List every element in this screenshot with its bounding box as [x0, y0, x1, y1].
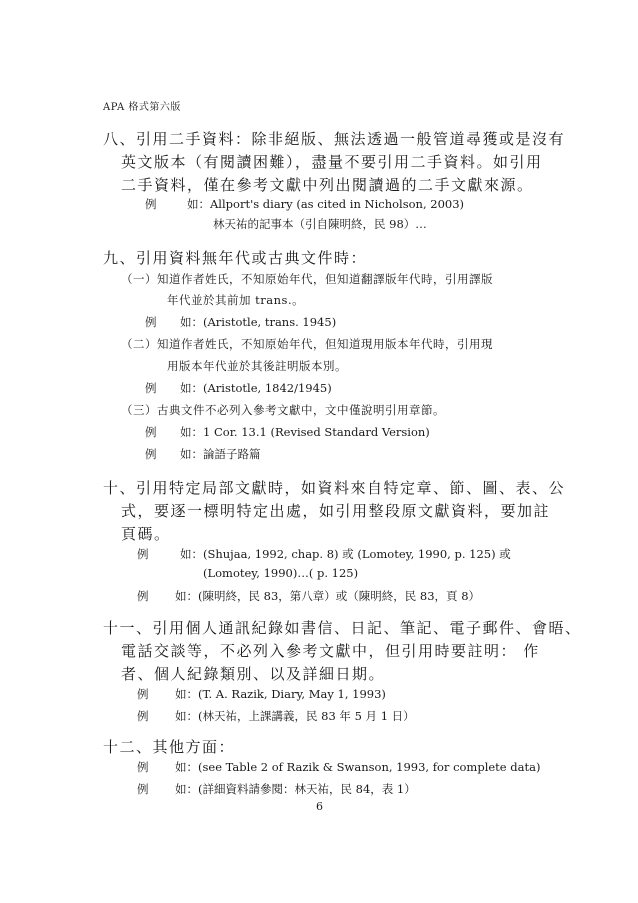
section-11-example-1: 如：(T. A. Razik, Diary, May 1, 1993) [175, 687, 386, 701]
section-9-title: 九、引用資料無年代或古典文件時： [103, 249, 368, 267]
section-8-example-2: 林天祐的記事本（引自陳明終，民 98）… [213, 217, 427, 231]
section-9-item-a-line-1: （一）知道作者姓氏，不知原始年代，但知道翻譯版年代時，引用譯版 [121, 272, 493, 286]
section-10-example-1: 如：(Shujaa, 1992, chap. 8) 或 (Lomotey, 1990, p. 125) 或 [180, 547, 511, 561]
section-12-example-1: 如：(see Table 2 of Razik & Swanson, 1993, for complete data) [175, 760, 541, 774]
section-9-item-b-example: 如：(Aristotle, 1842/1945) [180, 381, 332, 395]
section-10-line-3: 頁碼。 [121, 525, 171, 543]
section-10-example-1-cont: (Lomotey, 1990)…( p. 125) [203, 566, 359, 580]
example-label: 例 [145, 315, 157, 329]
running-header: APA 格式第六版 [103, 102, 181, 113]
section-9-item-c-line-1: （三）古典文件不必列入參考文獻中，文中僅說明引用章節。 [121, 403, 445, 417]
page-number: 6 [316, 800, 323, 813]
example-label: 例 [145, 425, 157, 439]
section-12-title: 十二、其他方面： [103, 738, 236, 756]
example-label: 例 [145, 381, 157, 395]
section-8-example-1: 如：Allport's diary (as cited in Nicholson, 2003) [187, 197, 465, 211]
section-12-example-2: 如：(詳細資料請參閱：林天祐，民 84，表 1） [175, 782, 416, 796]
example-label: 例 [137, 589, 149, 603]
example-label: 例 [137, 547, 149, 561]
section-8-line-2: 英文版本（有閱讀困難），盡量不要引用二手資料。如引用 [121, 153, 543, 171]
section-9-item-c-example-1: 如：1 Cor. 13.1 (Revised Standard Version) [180, 425, 430, 439]
section-8-line-3: 二手資料，僅在參考文獻中列出閱讀過的二手文獻來源。 [121, 176, 534, 194]
section-10-line-1: 十、引用特定局部文獻時，如資料來自特定章、節、圖、表、公 [103, 479, 566, 497]
section-9-item-b-line-2: 用版本年代並於其後註明版本別。 [167, 359, 347, 373]
example-label: 例 [145, 447, 157, 461]
example-label: 例 [137, 709, 149, 723]
section-9-item-a-line-2: 年代並於其前加 trans.。 [167, 293, 305, 307]
section-11-example-2: 如：(林天祐，上課講義，民 83 年 5 月 1 日） [175, 709, 415, 723]
example-label: 例 [145, 197, 157, 211]
section-11-line-2: 電話交談等，不必列入參考文獻中，但引用時要註明： 作 [121, 642, 540, 660]
section-10-example-2: 如：(陳明終，民 83，第八章）或（陳明終，民 83，頁 8） [175, 589, 481, 603]
section-10-line-2: 式，要逐一標明特定出處，如引用整段原文獻資料，要加註 [121, 502, 551, 520]
section-11-line-1: 十一、引用個人通訊紀錄如書信、日記、筆記、電子郵件、會晤、 [103, 619, 582, 637]
section-11-line-3: 者、個人紀錄類別、以及詳細日期。 [121, 665, 386, 683]
section-8-line-1: 八、引用二手資料：除非絕版、無法透過一般管道尋獲或是沒有 [103, 130, 566, 148]
example-label: 例 [137, 760, 149, 774]
example-label: 例 [137, 687, 149, 701]
section-9-item-b-line-1: （二）知道作者姓氏，不知原始年代，但知道現用版本年代時，引用現 [121, 337, 493, 351]
section-9-item-a-example: 如：(Aristotle, trans. 1945) [180, 315, 337, 329]
section-9-item-c-example-2: 如：論語子路篇 [180, 447, 261, 461]
example-label: 例 [137, 782, 149, 796]
